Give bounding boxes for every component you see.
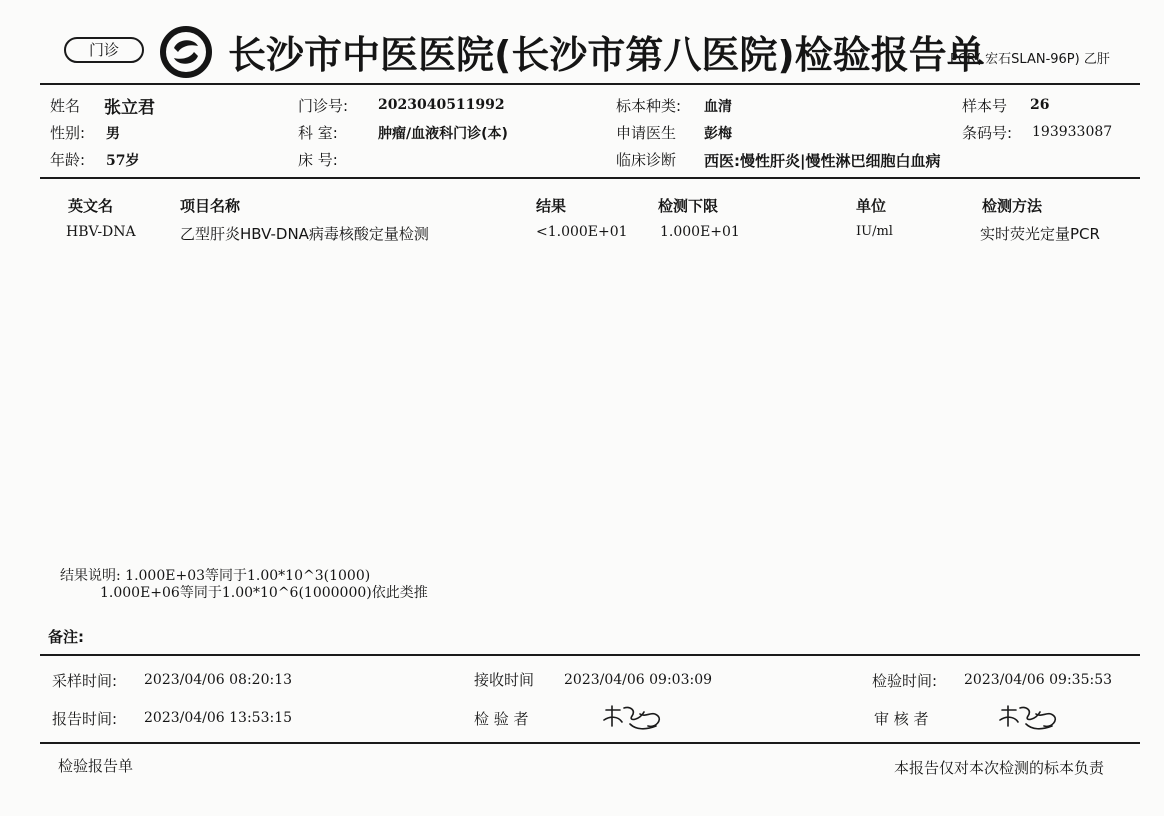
col-header-result: 结果	[536, 197, 567, 215]
report-time: 2023/04/06 13:53:15	[144, 710, 293, 726]
specimen-type-label: 标本种类:	[616, 97, 682, 115]
report-time-label: 报告时间:	[52, 710, 118, 728]
outpatient-no: 2023040511992	[378, 97, 505, 113]
receive-time-label: 接收时间	[474, 671, 535, 689]
clinical-diagnosis: 西医:慢性肝炎|慢性淋巴细胞白血病	[704, 152, 941, 170]
col-header-code: 英文名	[68, 197, 114, 215]
department: 肿瘤/血液科门诊(本)	[378, 126, 508, 142]
test-time: 2023/04/06 09:35:53	[964, 672, 1113, 688]
doctor-label: 申请医生	[616, 124, 677, 142]
requesting-doctor: 彭梅	[704, 126, 732, 142]
barcode-no: 193933087	[1032, 124, 1113, 140]
patient-age: 57岁	[106, 153, 140, 169]
tester-signature-icon	[600, 700, 670, 734]
patient-sex: 男	[106, 126, 120, 142]
row-method: 实时荧光定量PCR	[980, 225, 1100, 243]
age-label: 年龄:	[50, 151, 86, 169]
report-title: 长沙市中医医院(长沙市第八医院)检验报告单	[228, 33, 985, 77]
dept-label: 科 室:	[298, 124, 338, 142]
outpatient-no-label: 门诊号:	[298, 97, 349, 115]
footer-left: 检验报告单	[58, 757, 134, 775]
hospital-logo-icon	[160, 26, 212, 78]
collect-time-label: 采样时间:	[52, 672, 118, 690]
receive-time: 2023/04/06 09:03:09	[564, 672, 713, 688]
col-header-lower-limit: 检测下限	[658, 197, 719, 215]
sample-no-label: 样本号	[962, 97, 1008, 115]
tester-label: 检 验 者	[474, 710, 529, 728]
outpatient-badge: 门诊	[64, 37, 144, 63]
diagnosis-label: 临床诊断	[616, 151, 677, 169]
remarks-label: 备注:	[48, 628, 84, 646]
footer-divider	[40, 742, 1140, 744]
remarks-divider	[40, 654, 1140, 656]
sample-no: 26	[1030, 97, 1050, 113]
specimen-type: 血清	[704, 99, 732, 115]
row-item-name: 乙型肝炎HBV-DNA病毒核酸定量检测	[180, 225, 429, 243]
col-header-unit: 单位	[856, 197, 887, 215]
reviewer-label: 审 核 者	[874, 710, 929, 728]
bed-label: 床 号:	[298, 151, 338, 169]
row-code: HBV-DNA	[66, 224, 136, 240]
collect-time: 2023/04/06 08:20:13	[144, 672, 293, 688]
footer-right: 本报告仅对本次检测的标本负责	[894, 759, 1105, 777]
report-subtitle: PCR( 宏石SLAN-96P) 乙肝	[950, 52, 1110, 67]
explanation-line-2: 1.000E+06等同于1.00*10^6(1000000)依此类推	[100, 585, 428, 601]
reviewer-signature-icon	[996, 700, 1066, 734]
explanation-line-1: 结果说明: 1.000E+03等同于1.00*10^3(1000)	[60, 568, 371, 584]
name-label: 姓名	[50, 97, 81, 115]
info-divider	[40, 177, 1140, 179]
row-unit: IU/ml	[856, 224, 893, 239]
patient-name: 张立君	[104, 98, 155, 118]
row-result: <1.000E+01	[536, 224, 628, 240]
barcode-label: 条码号:	[962, 124, 1013, 142]
col-header-item: 项目名称	[180, 197, 241, 215]
col-header-method: 检测方法	[982, 197, 1043, 215]
header-divider	[40, 83, 1140, 85]
test-time-label: 检验时间:	[872, 672, 938, 690]
sex-label: 性别:	[50, 124, 86, 142]
row-lower-limit: 1.000E+01	[660, 224, 740, 240]
